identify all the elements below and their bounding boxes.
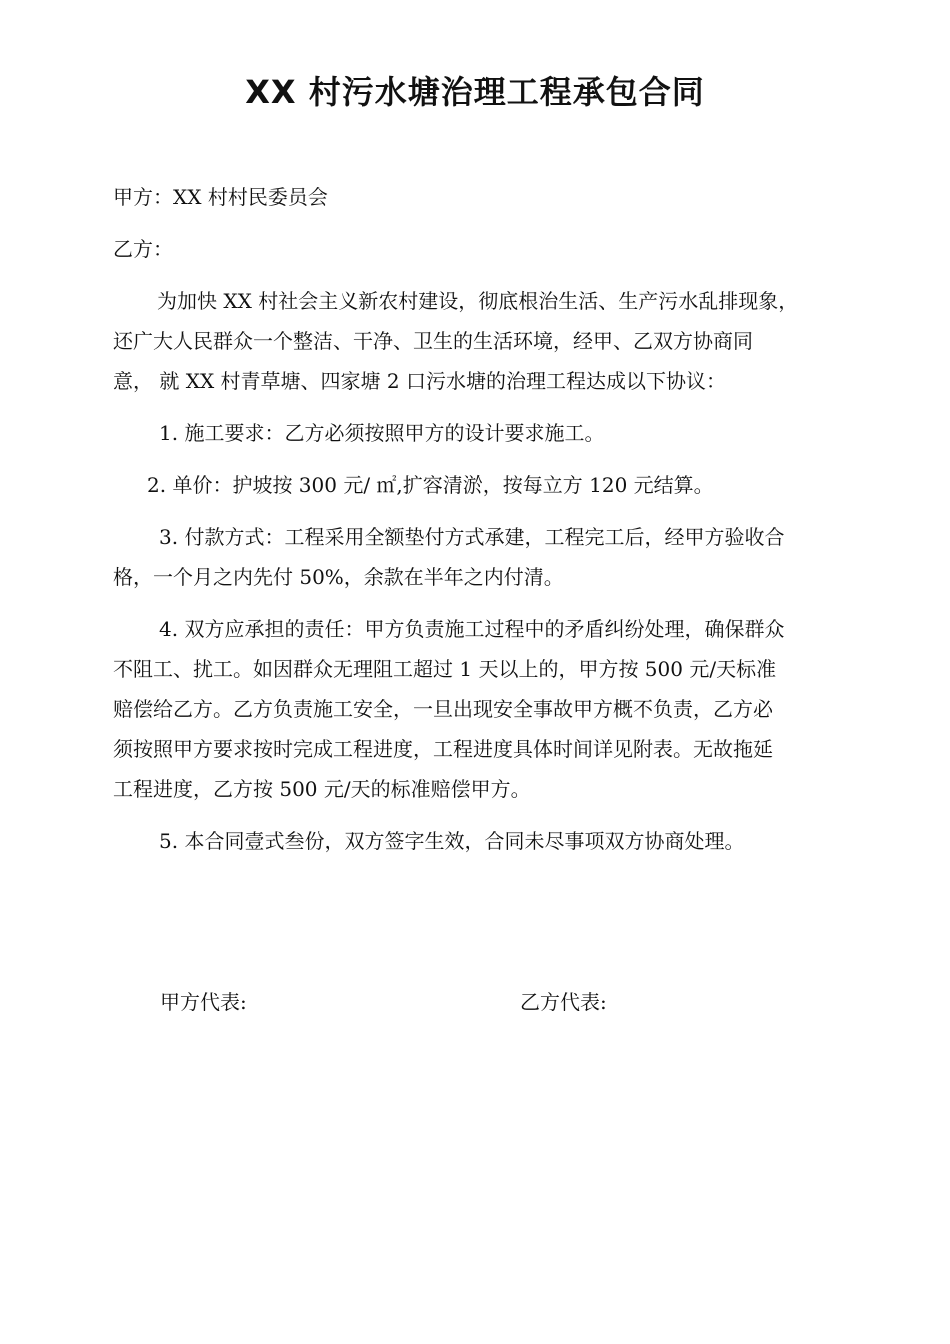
clause-1 — [113, 413, 863, 453]
clause-4-line-3: 赔偿给乙方。乙方负责施工安全，一旦出现安全事故甲方概不负责，乙方必 — [113, 697, 773, 721]
clause-1-line-1: 1. 施工要求：乙方必须按照甲方的设计要求施工。 — [159, 421, 605, 445]
party-a-representative: 甲方代表: — [160, 990, 247, 1014]
intro-line-2: 还广大人民群众一个整洁、干净、卫生的生活环境，经甲、乙双方协商同 — [113, 329, 753, 353]
clause-4 — [113, 609, 863, 809]
clause-3 — [113, 517, 863, 597]
intro-line-3: 意， 就 XX 村青草塘、四家塘 2 口污水塘的治理工程达成以下协议： — [113, 369, 726, 393]
clause-5 — [113, 821, 863, 861]
clause-3-line-1: 3. 付款方式：工程采用全额垫付方式承建，工程完工后，经甲方验收合 — [159, 525, 785, 549]
clause-5-line-1: 5. 本合同壹式叁份，双方签字生效，合同未尽事项双方协商处理。 — [159, 829, 745, 853]
clause-4-line-2: 不阻工、扰工。如因群众无理阻工超过 1 天以上的，甲方按 500 元/天标准 — [113, 657, 777, 681]
intro-line-1: 为加快 XX 村社会主义新农村建设，彻底根治生活、生产污水乱排现象， — [157, 289, 799, 313]
party-b-line: 乙方： — [113, 237, 173, 261]
party-b-representative: 乙方代表: — [520, 990, 607, 1014]
clause-4-line-5: 工程进度，乙方按 500 元/天的标准赔偿甲方。 — [113, 777, 531, 801]
clause-2 — [113, 465, 863, 505]
intro-paragraph — [113, 281, 863, 401]
contract-title: XX 村污水塘治理工程承包合同 — [245, 73, 705, 111]
clause-2-line-1: 2. 单价：护坡按 300 元/ ㎡,扩容清淤，按每立方 120 元结算。 — [147, 473, 714, 497]
clause-4-line-4: 须按照甲方要求按时完成工程进度，工程进度具体时间详见附表。无故拖延 — [113, 737, 773, 761]
clause-4-line-1: 4. 双方应承担的责任：甲方负责施工过程中的矛盾纠纷处理，确保群众 — [159, 617, 785, 641]
clause-3-line-2: 格，一个月之内先付 50%，余款在半年之内付清。 — [113, 565, 564, 589]
party-a-line: 甲方：XX 村村民委员会 — [113, 185, 328, 209]
